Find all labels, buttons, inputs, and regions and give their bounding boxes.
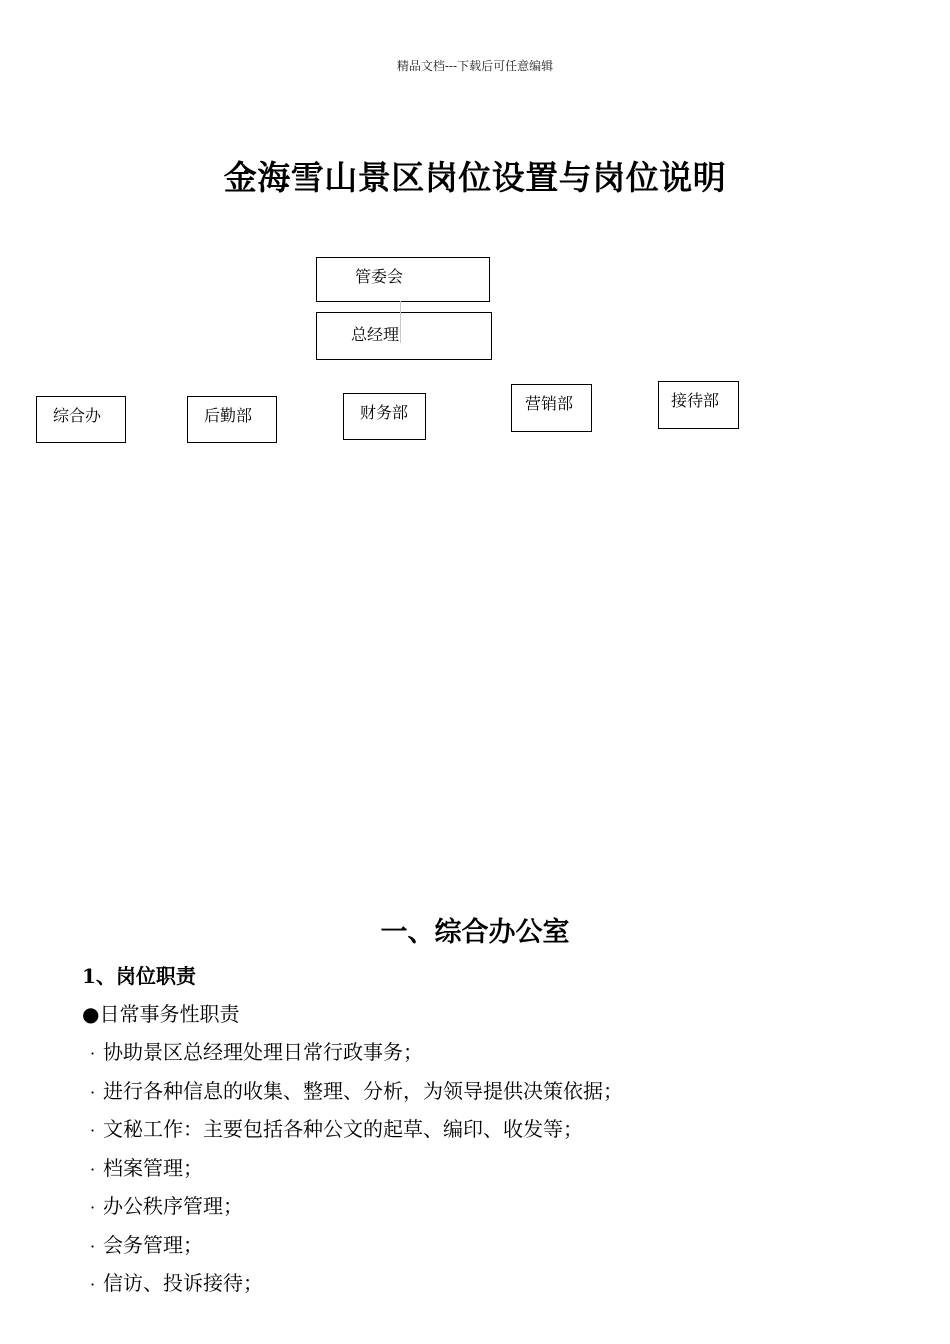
document-title: 金海雪山景区岗位设置与岗位说明 — [223, 158, 727, 197]
list-item: · 档案管理； — [82, 1152, 623, 1191]
list-item: · 信访、投诉接待； — [82, 1267, 623, 1306]
org-box-department — [343, 393, 426, 440]
bullet-icon: · — [89, 1236, 96, 1256]
bullet-icon: · — [89, 1082, 96, 1102]
org-box-general-manager — [316, 312, 492, 360]
org-box-label: 管委会 — [355, 267, 404, 286]
bullet-icon: · — [89, 1044, 96, 1063]
section-title: 一、综合办公室 — [380, 917, 570, 948]
org-box-label: 营销部 — [525, 394, 574, 413]
org-box-department — [511, 384, 592, 432]
org-box-label: 接待部 — [671, 391, 720, 410]
org-box-department — [187, 396, 277, 443]
duty-category — [82, 998, 239, 1027]
duty-category-label: 日常事务性职责 — [99, 1002, 240, 1026]
list-item: · 进行各种信息的收集、整理、分析，为领导提供决策依据； — [82, 1075, 623, 1114]
org-box-label: 综合办 — [53, 406, 102, 425]
list-item: · 文秘工作：主要包括各种公文的起草、编印、收发等； — [82, 1113, 623, 1152]
org-box-department — [36, 396, 126, 443]
bullet-icon: · — [89, 1198, 96, 1217]
bullet-icon: ● — [82, 1002, 100, 1026]
org-box-label: 财务部 — [360, 403, 409, 422]
list-item: · 会务管理； — [82, 1229, 623, 1268]
duty-list — [82, 1036, 623, 1306]
org-box-committee — [316, 257, 490, 302]
list-item: · 办公秩序管理； — [82, 1190, 623, 1229]
section-subheading: 1、岗位职责 — [82, 964, 196, 988]
bullet-icon: · — [89, 1275, 96, 1294]
org-box-label: 后勤部 — [204, 406, 253, 425]
bullet-icon: · — [89, 1121, 96, 1140]
org-box-label: 总经理 — [351, 325, 400, 344]
org-box-department — [658, 381, 739, 429]
page-header-note: 精品文档---下载后可任意编辑 — [396, 59, 554, 73]
list-item: · 协助景区总经理处理日常行政事务； — [82, 1036, 623, 1075]
org-connector-line — [400, 301, 401, 343]
bullet-icon: · — [89, 1159, 96, 1179]
